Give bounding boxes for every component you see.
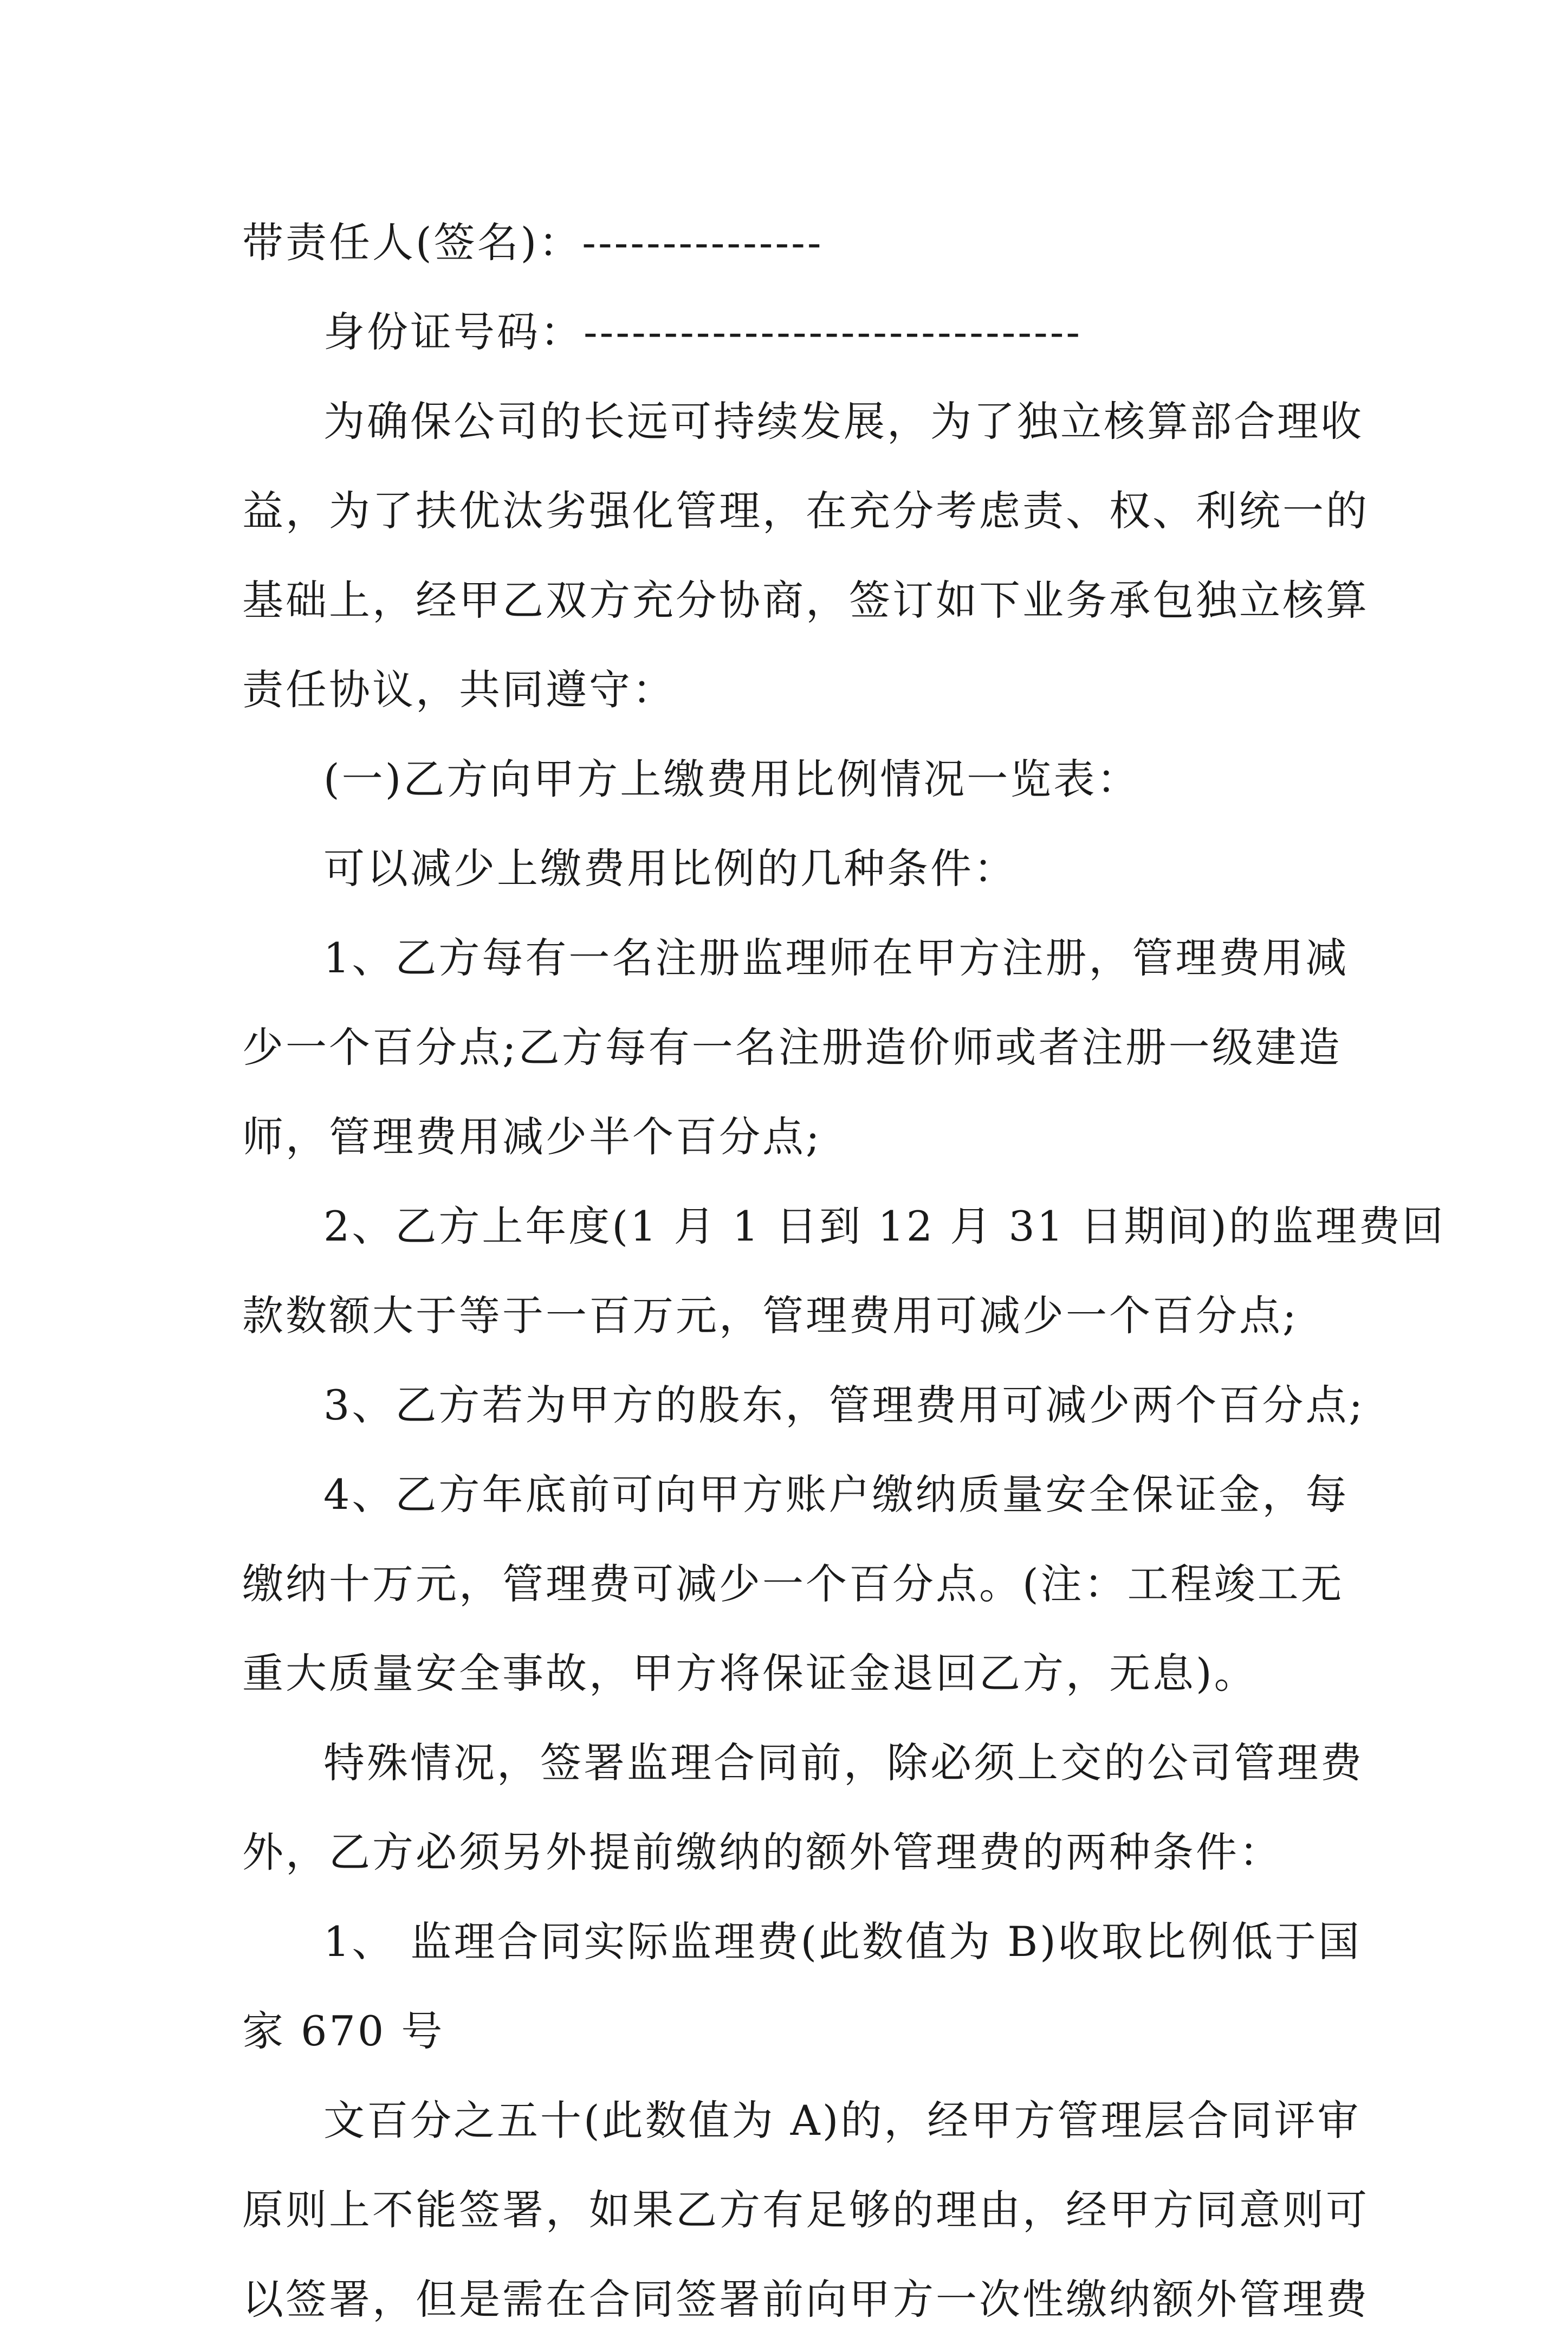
list-item-line: 重大质量安全事故，甲方将保证金退回乙方，无息)。 bbox=[242, 1649, 1258, 1697]
list-item-line: 1、乙方每有一名注册监理师在甲方注册，管理费用减 bbox=[323, 934, 1349, 982]
paragraph-line: 外，乙方必须另外提前缴纳的额外管理费的两种条件： bbox=[242, 1828, 1282, 1876]
paragraph-line: 基础上，经甲乙双方充分协商，签订如下业务承包独立核算 bbox=[242, 576, 1369, 624]
paragraph-line: 以签署，但是需在合同签署前向甲方一次性缴纳额外管理费 bbox=[242, 2275, 1369, 2323]
list-item-line: 师，管理费用减少半个百分点; bbox=[242, 1113, 822, 1161]
id-number-line: 身份证号码：------------------------------- bbox=[323, 308, 1083, 356]
list-item-line: 4、乙方年底前可向甲方账户缴纳质量安全保证金，每 bbox=[323, 1470, 1349, 1519]
document-body bbox=[242, 198, 1446, 2344]
list-item-line: 3、乙方若为甲方的股东，管理费用可减少两个百分点; bbox=[323, 1381, 1365, 1429]
paragraph-line: 特殊情况，签署监理合同前，除必须上交的公司管理费 bbox=[323, 1739, 1364, 1787]
paragraph-line: 责任协议，共同遵守： bbox=[242, 666, 676, 714]
paragraph-line: 文百分之五十(此数值为 A)的，经甲方管理层合同评审 bbox=[323, 2096, 1361, 2145]
paragraph-line: 益，为了扶优汰劣强化管理，在充分考虑责、权、利统一的 bbox=[242, 487, 1369, 535]
list-item-line: 家 670 号 bbox=[242, 2007, 445, 2055]
paragraph-line: 原则上不能签署，如果乙方有足够的理由，经甲方同意则可 bbox=[242, 2186, 1369, 2234]
list-item-line: 款数额大于等于一百万元，管理费用可减少一个百分点; bbox=[242, 1292, 1299, 1340]
list-item-line: 2、乙方上年度(1 月 1 日到 12 月 31 日期间)的监理费回 bbox=[323, 1202, 1446, 1250]
paragraph-line: 为确保公司的长远可持续发展，为了独立核算部合理收 bbox=[323, 397, 1364, 445]
signature-line: 带责任人(签名)：--------------- bbox=[242, 218, 824, 267]
paragraph-line: 可以减少上缴费用比例的几种条件： bbox=[323, 844, 1017, 893]
section-heading: (一)乙方向甲方上缴费用比例情况一览表： bbox=[323, 755, 1141, 803]
list-item-line: 1、 监理合同实际监理费(此数值为 B)收取比例低于国 bbox=[323, 1917, 1362, 1966]
list-item-line: 缴纳十万元，管理费可减少一个百分点。(注：工程竣工无 bbox=[242, 1560, 1344, 1608]
list-item-line: 少一个百分点;乙方每有一名注册造价师或者注册一级建造 bbox=[242, 1023, 1342, 1071]
